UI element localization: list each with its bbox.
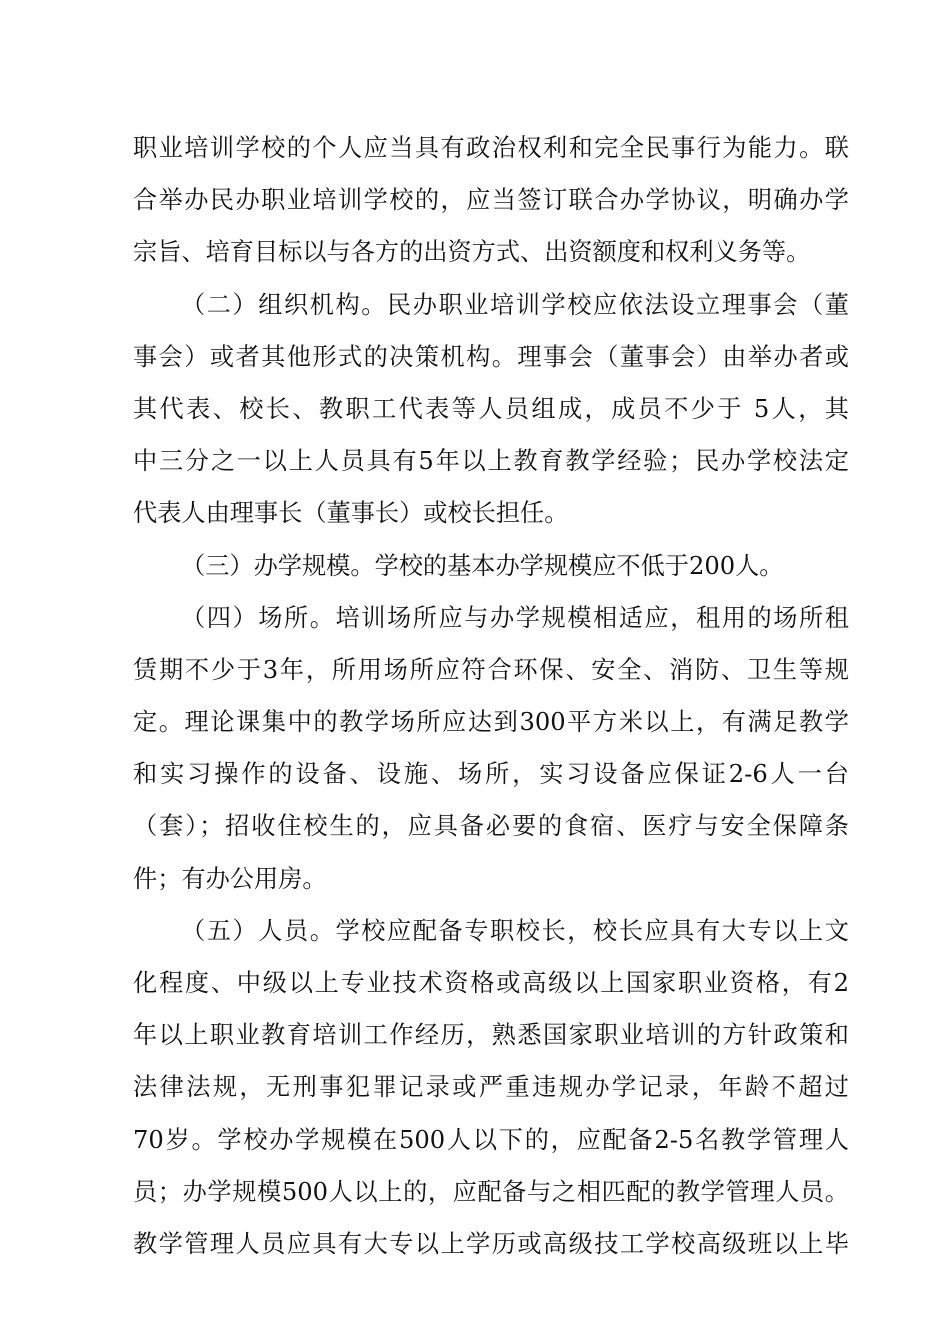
text-line: 70岁。学校办学规模在500人以下的，应配备2-5名教学管理人 [133, 1125, 849, 1154]
text-line: 中三分之一以上人员具有5年以上教育教学经验；民办学校法定 [133, 447, 849, 476]
text-line: 年以上职业教育培训工作经历，熟悉国家职业培训的方针政策和 [133, 1021, 849, 1050]
text-line: 事会）或者其他形式的决策机构。理事会（董事会）由举办者或 [133, 342, 849, 371]
text-line: （四）场所。培训场所应与办学规模相适应，租用的场所租 [181, 603, 849, 632]
text-line: 代表人由理事长（董事长）或校长担任。 [133, 499, 569, 528]
text-line: 赁期不少于3年，所用场所应符合环保、安全、消防、卫生等规 [133, 655, 849, 684]
text-line: 件；有办公用房。 [133, 864, 327, 893]
text-line: （二）组织机构。民办职业培训学校应依法设立理事会（董 [181, 290, 849, 319]
text-line: 和实习操作的设备、设施、场所，实习设备应保证2-6人一台 [133, 760, 849, 789]
text-line: 合举办民办职业培训学校的，应当签订联合办学协议，明确办学 [133, 186, 849, 215]
text-line: 员；办学规模500人以上的，应配备与之相匹配的教学管理人员。 [133, 1177, 849, 1206]
text-line: 教学管理人员应具有大专以上学历或高级技工学校高级班以上毕 [133, 1229, 849, 1258]
text-line: 职业培训学校的个人应当具有政治权利和完全民事行为能力。联 [133, 134, 849, 162]
text-line: （套）；招收住校生的，应具备必要的食宿、医疗与安全保障条 [133, 812, 849, 841]
text-line: （五）人员。学校应配备专职校长，校长应具有大专以上文 [181, 916, 849, 945]
text-line: 宗旨、培育目标以与各方的出资方式、出资额度和权利义务等。 [133, 238, 811, 267]
text-line: 法律法规，无刑事犯罪记录或严重违规办学记录，年龄不超过 [133, 1073, 849, 1102]
text-line: （三）办学规模。学校的基本办学规模应不低于200人。 [181, 551, 784, 580]
body-text [133, 122, 849, 1270]
text-line: 定。理论课集中的教学场所应达到300平方米以上，有满足教学 [133, 708, 849, 737]
text-line: 化程度、中级以上专业技术资格或高级以上国家职业资格，有2 [133, 969, 849, 997]
text-line: 其代表、校长、教职工代表等人员组成，成员不少于 5人，其 [133, 394, 849, 423]
